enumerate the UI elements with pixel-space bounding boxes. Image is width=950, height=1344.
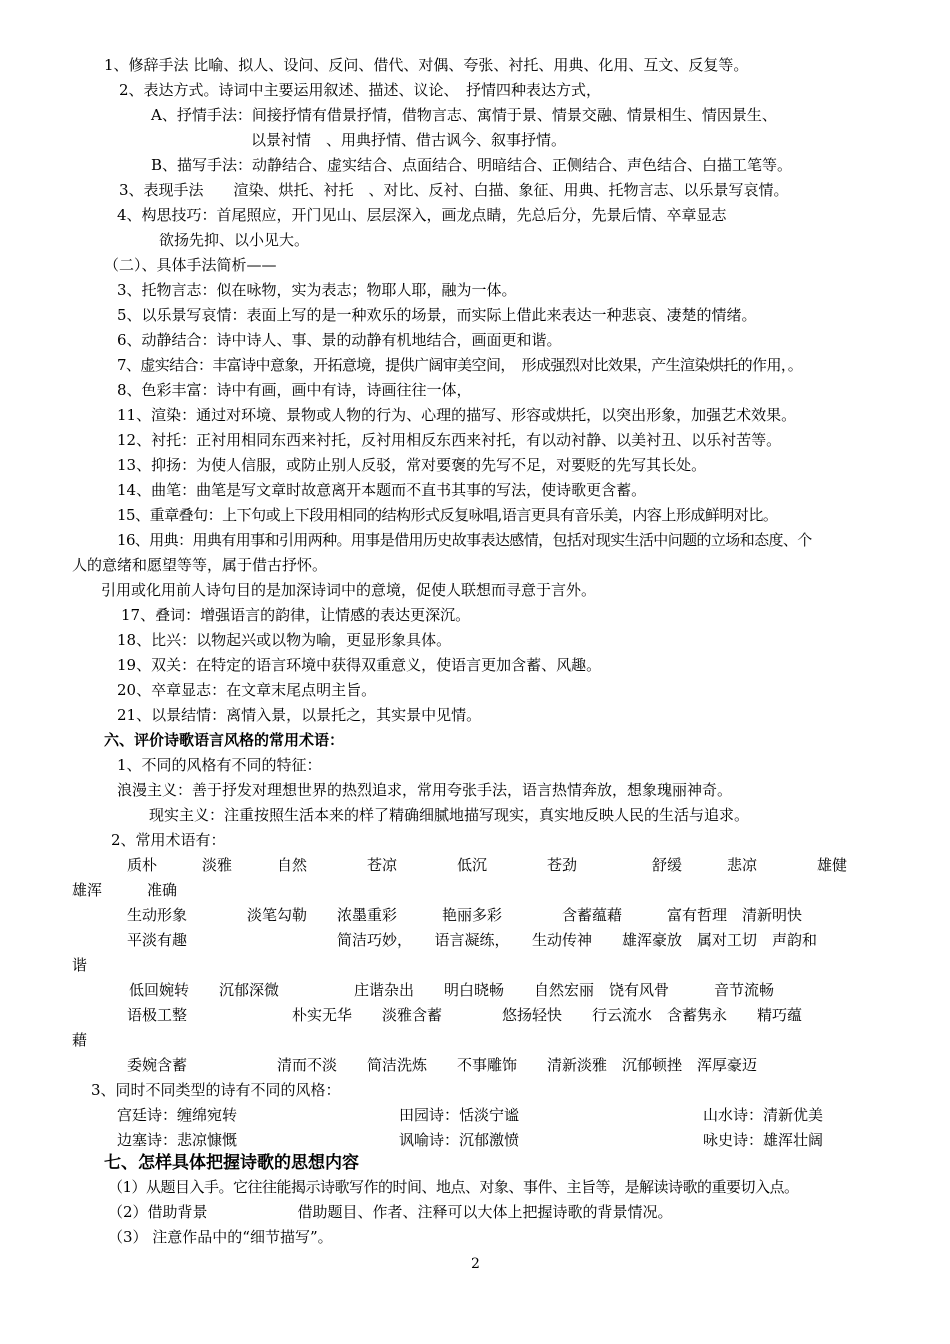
text-line: 欲扬先抑、以小见大。 [159,231,310,249]
text-line: B、描写手法：动静结合、虚实结合、点面结合、明暗结合、正侧结合、声色结合、白描工笔等。 [151,156,793,174]
text-line: 13、抑扬：为使人信服，或防止别人反驳，常对要褒的先写不足，对要贬的先写其长处。 [117,456,707,474]
section-heading-seven: 七、怎样具体把握诗歌的思想内容 [104,1153,359,1173]
text-line: 人的意绪和愿望等等，属于借古抒怀。 [72,556,328,574]
text-line: 3、同时不同类型的诗有不同的风格： [91,1081,341,1099]
text-line: 17、叠词：增强语言的韵律，让情感的表达更深沉。 [121,606,471,624]
style-item: 田园诗：恬淡宁谧 [399,1106,520,1124]
section-subheading: （二）、具体手法简析—— [104,256,277,274]
term-row: 语极工整 朴实无华 淡雅含蓄 悠扬轻快 行云流水 含蓄隽永 精巧蕴 [127,1006,803,1024]
style-item: 咏史诗：雄浑壮阔 [703,1131,824,1149]
page-number: 2 [471,1256,480,1272]
text-line: 20、卒章显志：在文章末尾点明主旨。 [117,681,377,699]
text-line: （2）借助背景 借助题目、作者、注释可以大体上把握诗歌的背景情况。 [108,1203,673,1221]
text-line: 15、重章叠句：上下句或上下段用相同的结构形式反复咏唱,语言更具有音乐美，内容上形成鲜明对比。 [117,506,778,524]
text-line: （1）从题目入手。它往往能揭示诗歌写作的时间、地点、对象、事件、主旨等，是解读诗歌的重要切入点。 [108,1178,799,1196]
text-line: （3） 注意作品中的“细节描写”。 [108,1228,333,1246]
section-heading-six: 六、评价诗歌语言风格的常用术语： [104,731,345,749]
term-row: 藉 [72,1031,88,1049]
text-line: 14、曲笔：曲笔是写文章时故意离开本题而不直书其事的写法，使诗歌更含蓄。 [117,481,647,499]
text-line: A、抒情手法：间接抒情有借景抒情，借物言志、寓情于景、情景交融、情景相生、情因景生、 [151,106,777,124]
term-row: 低回婉转 沉郁深微 庄谐杂出 明白晓畅 自然宏丽 饶有风骨 音节流畅 [129,981,775,999]
text-line: 1、不同的风格有不同的特征： [117,756,322,774]
style-item: 讽喻诗：沉郁激愤 [399,1131,520,1149]
term-row: 平淡有趣 简洁巧妙， 语言凝练， 生动传神 雄浑豪放 属对工切 声韵和 [127,931,818,949]
text-line: 2、常用术语有： [111,831,226,849]
text-line: 引用或化用前人诗句目的是加深诗词中的意境，促使人联想而寻意于言外。 [101,581,597,599]
text-line: 2、表达方式。诗词中主要运用叙述、描述、议论、 抒情四种表达方式， [119,81,602,99]
text-line: 19、双关：在特定的语言环境中获得双重意义，使语言更加含蓄、风趣。 [117,656,602,674]
term-row: 质朴 淡雅 自然 苍凉 低沉 苍劲 舒缓 悲凉 雄健 [127,856,848,874]
text-line: 4、构思技巧：首尾照应，开门见山、层层深入，画龙点睛，先总后分，先景后情、卒章显志 [117,206,727,224]
text-line: 7、虚实结合：丰富诗中意象，开拓意境，提供广阔审美空间， 形成强烈对比效果，产生渲染烘托的作用，。 [117,356,803,374]
style-item: 山水诗：清新优美 [703,1106,824,1124]
text-line: 21、以景结情：离情入景，以景托之，其实景中见情。 [117,706,482,724]
text-line: 16、用典：用典有用事和引用两种。用事是借用历史故事表达感情，包括对现实生活中问题的立场和态度、个 [117,531,812,549]
text-line: 1、修辞手法 比喻、拟人、设问、反问、借代、对偶、夸张、衬托、用典、化用、互文、反复等。 [104,56,749,74]
text-line: 以景衬情 、用典抒情、借古讽今、叙事抒情。 [251,131,567,149]
text-line: 浪漫主义：善于抒发对理想世界的热烈追求，常用夸张手法，语言热情奔放，想象瑰丽神奇。 [117,781,733,799]
text-line: 18、比兴：以物起兴或以物为喻，更显形象具体。 [117,631,452,649]
text-line: 5、以乐景写哀情：表面上写的是一种欢乐的场景，而实际上借此来表达一种悲哀、凄楚的情绪。 [117,306,757,324]
term-row: 谐 [72,956,88,974]
text-line: 6、动静结合：诗中诗人、事、景的动静有机地结合，画面更和谐。 [117,331,562,349]
text-line: 3、托物言志：似在咏物，实为表志；物耶人耶，融为一体。 [117,281,517,299]
term-row: 委婉含蓄 清而不淡 简洁洗炼 不事雕饰 清新淡雅 沉郁顿挫 浑厚豪迈 [127,1056,758,1074]
term-row: 生动形象 淡笔勾勒 浓墨重彩 艳丽多彩 含蓄蕴藉 富有哲理 清新明快 [127,906,803,924]
term-row: 雄浑 准确 [72,881,178,899]
text-line: 3、表现手法 渲染、烘托、衬托 、对比、反衬、白描、象征、用典、托物言志、以乐景写哀情。 [119,181,789,199]
text-line: 12、衬托：正衬用相同东西来衬托，反衬用相反东西来衬托，有以动衬静、以美衬丑、以乐衬苦等。 [117,431,782,449]
text-line: 8、色彩丰富：诗中有画，画中有诗，诗画往往一体， [117,381,472,399]
style-item: 宫廷诗：缠绵宛转 [117,1106,238,1124]
text-line: 现实主义：注重按照生活本来的样了精确细腻地描写现实，真实地反映人民的生活与追求。 [149,806,750,824]
style-item: 边塞诗：悲凉慷慨 [117,1131,238,1149]
text-line: 11、渲染：通过对环境、景物或人物的行为、心理的描写、形容或烘托，以突出形象，加强艺术效果。 [117,406,797,424]
